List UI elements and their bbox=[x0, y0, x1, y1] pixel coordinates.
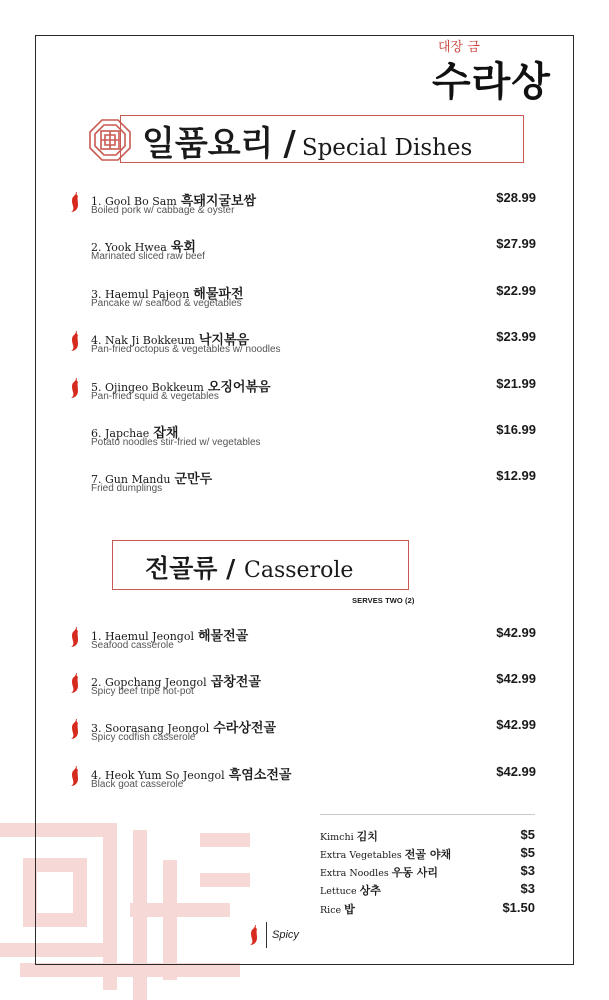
extra-name bbox=[320, 846, 451, 862]
item-description: Pancake w/ seafood & vegetables bbox=[91, 298, 242, 309]
logo-title: 수라상 bbox=[432, 58, 551, 105]
item-price: $42.99 bbox=[496, 671, 536, 686]
extra-name-en: Kimchi bbox=[320, 832, 354, 843]
item-name-ko: 낙지볶음 bbox=[198, 333, 250, 348]
section-title-casserole bbox=[145, 549, 353, 585]
extra-name-ko: 밥 bbox=[344, 903, 355, 916]
item-price: $16.99 bbox=[496, 422, 536, 437]
item-name-ko: 해물전골 bbox=[198, 629, 249, 644]
item-name-en: 3. Haemul Pajeon bbox=[91, 288, 190, 301]
item-name-ko: 수라상전골 bbox=[213, 721, 277, 736]
menu-item bbox=[91, 283, 536, 323]
item-description: Pan-fried squid & vegetables bbox=[91, 391, 219, 402]
item-price: $42.99 bbox=[496, 717, 536, 732]
item-name-ko: 육회 bbox=[170, 240, 196, 255]
section-title-special-dishes bbox=[142, 116, 472, 165]
extra-name-en: Extra Vegetables bbox=[320, 850, 402, 861]
section-title-english: Special Dishes bbox=[301, 135, 473, 161]
extra-item bbox=[320, 845, 535, 863]
extra-name bbox=[320, 901, 355, 917]
item-name-en: 6. Japchae bbox=[91, 427, 150, 440]
item-name-ko: 곱창전골 bbox=[210, 675, 261, 690]
menu-item bbox=[91, 190, 536, 230]
item-description: Fried dumplings bbox=[91, 483, 163, 494]
extra-name bbox=[320, 828, 378, 844]
section-title-separator: / bbox=[226, 554, 236, 583]
item-name-en: 7. Gun Mandu bbox=[91, 473, 171, 486]
item-name-ko: 군만두 bbox=[174, 472, 213, 487]
extra-price: $5 bbox=[520, 827, 535, 842]
chili-pepper-icon bbox=[69, 377, 83, 399]
menu-item bbox=[91, 422, 536, 462]
extra-name bbox=[320, 882, 381, 898]
extra-name-en: Rice bbox=[320, 905, 342, 916]
extra-name-en: Lettuce bbox=[320, 886, 357, 897]
item-name-en: 2. Yook Hwea bbox=[91, 241, 167, 254]
extra-item bbox=[320, 881, 535, 899]
item-name-en: 2. Gopchang Jeongol bbox=[91, 676, 207, 689]
extra-name-ko: 전골 야채 bbox=[404, 848, 452, 861]
item-price: $42.99 bbox=[496, 764, 536, 779]
chili-pepper-icon bbox=[69, 765, 83, 787]
item-description: Boiled pork w/ cabbage & oyster bbox=[91, 205, 235, 216]
chili-pepper-icon bbox=[69, 672, 83, 694]
item-name-en: 4. Nak Ji Bokkeum bbox=[91, 334, 195, 347]
item-price: $12.99 bbox=[496, 468, 536, 483]
legend-label: Spicy bbox=[272, 929, 299, 941]
item-price: $28.99 bbox=[496, 190, 536, 205]
extra-name-en: Extra Noodles bbox=[320, 868, 389, 879]
menu-item bbox=[91, 236, 536, 276]
item-name-en: 4. Heok Yum So Jeongol bbox=[91, 769, 225, 782]
item-name-ko: 흑염소전골 bbox=[228, 768, 292, 783]
item-name-en: 1. Gool Bo Sam bbox=[91, 195, 177, 208]
item-name-en: 3. Soorasang Jeongol bbox=[91, 722, 210, 735]
item-price: $23.99 bbox=[496, 329, 536, 344]
extra-price: $3 bbox=[520, 863, 535, 878]
extra-price: $3 bbox=[520, 881, 535, 896]
item-description: Seafood casserole bbox=[91, 640, 174, 651]
chili-pepper-icon bbox=[69, 330, 83, 352]
section-title-korean: 일품요리 bbox=[142, 124, 274, 164]
extra-price: $5 bbox=[520, 845, 535, 860]
extra-name-ko: 김치 bbox=[356, 830, 378, 843]
extra-item bbox=[320, 827, 535, 845]
item-description: Spicy codfish casserole bbox=[91, 732, 196, 743]
ornament-emblem-icon bbox=[88, 118, 132, 162]
item-price: $27.99 bbox=[496, 236, 536, 251]
menu-item bbox=[91, 717, 536, 757]
menu-item bbox=[91, 468, 536, 508]
section-title-separator: / bbox=[283, 124, 296, 164]
item-name-ko: 오징어볶음 bbox=[207, 380, 271, 395]
item-name-ko: 잡채 bbox=[153, 426, 179, 441]
item-name-ko: 흑돼지굴보쌈 bbox=[180, 194, 257, 209]
chili-pepper-icon bbox=[69, 718, 83, 740]
item-name-en: 5. Ojingeo Bokkeum bbox=[91, 381, 204, 394]
chili-pepper-icon bbox=[248, 924, 262, 946]
section-title-korean: 전골류 bbox=[145, 554, 218, 583]
legend-divider bbox=[266, 922, 267, 948]
item-name-ko: 해물파전 bbox=[193, 287, 244, 302]
extra-name-ko: 우동 사리 bbox=[391, 866, 439, 879]
menu-item bbox=[91, 671, 536, 711]
menu-item bbox=[91, 764, 536, 804]
menu-item bbox=[91, 625, 536, 665]
extras-divider bbox=[320, 814, 535, 815]
item-description: Spicy beef tripe hot-pot bbox=[91, 686, 194, 697]
extra-name bbox=[320, 864, 438, 880]
item-price: $42.99 bbox=[496, 625, 536, 640]
item-description: Marinated sliced raw beef bbox=[91, 251, 205, 262]
serves-note: SERVES TWO (2) bbox=[352, 596, 415, 605]
extra-price: $1.50 bbox=[502, 900, 535, 915]
chili-pepper-icon bbox=[69, 191, 83, 213]
extra-name-ko: 상추 bbox=[359, 884, 381, 897]
chili-pepper-icon bbox=[69, 626, 83, 648]
item-price: $22.99 bbox=[496, 283, 536, 298]
item-price: $21.99 bbox=[496, 376, 536, 391]
item-description: Pan-fried octopus & vegetables w/ noodles bbox=[91, 344, 281, 355]
logo-subtitle: 대장 금 bbox=[438, 40, 480, 55]
item-description: Black goat casserole bbox=[91, 779, 184, 790]
item-name-en: 1. Haemul Jeongol bbox=[91, 630, 194, 643]
section-title-english: Casserole bbox=[244, 558, 354, 583]
menu-item bbox=[91, 376, 536, 416]
item-description: Potato noodles stir-fried w/ vegetables bbox=[91, 437, 261, 448]
extra-item bbox=[320, 863, 535, 881]
menu-item bbox=[91, 329, 536, 369]
extra-item bbox=[320, 900, 535, 918]
